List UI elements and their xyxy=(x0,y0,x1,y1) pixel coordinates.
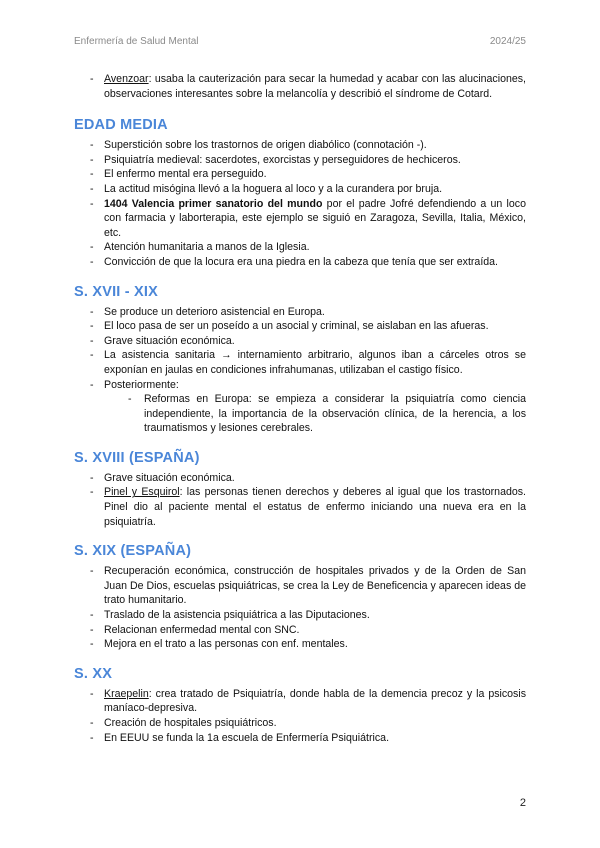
s19-list xyxy=(74,564,526,652)
list-item: - Convicción de que la locura era una piedra en la cabeza que tenía que ser extraída. xyxy=(74,255,526,270)
page-number: 2 xyxy=(519,797,526,809)
section-title-edad-media: EDAD MEDIA xyxy=(74,117,168,134)
list-item: - Traslado de la asistencia psiquiátrica a las Diputaciones. xyxy=(74,608,526,623)
s17-19-list xyxy=(74,305,526,393)
list-item-valencia xyxy=(74,197,526,241)
edad-media-list xyxy=(74,138,526,269)
document-body xyxy=(74,72,526,745)
header-title: Enfermería de Salud Mental xyxy=(74,36,199,47)
s20-list xyxy=(74,687,526,745)
list-item-avenzoar xyxy=(74,72,526,101)
section-title-s20: S. XX xyxy=(74,665,113,682)
section-title-s19: S. XIX (ESPAÑA) xyxy=(74,543,192,560)
pinel-text: : las personas tienen derechos y deberes al igual que los trastornados. Pinel dio al paciente mental el estatus de enfermo iniciando una nueva era en la psiquiatría. xyxy=(104,486,526,528)
list-item: - Se produce un deterioro asistencial en Europa. xyxy=(74,305,526,320)
kraepelin-text: : crea tratado de Psiquiatría, donde habla de la demencia precoz y la psicosis maníaco-depresiva. xyxy=(104,687,526,715)
s18-list xyxy=(74,471,526,529)
list-item: - Grave situación económica. xyxy=(74,334,526,349)
avenzoar-text: : usaba la cauterización para secar la humedad y acabar con las alucinaciones, observaciones interesantes sobre la melancolía y describió el síndrome de Cotard. xyxy=(104,73,526,100)
list-item: - Relacionan enfermedad mental con SNC. xyxy=(74,623,526,638)
list-item: - Atención humanitaria a manos de la Iglesia. xyxy=(74,240,526,255)
list-item: - Posteriormente: xyxy=(74,378,526,393)
sub-list-item: - Reformas en Europa: se empieza a considerar la psiquiatría como ciencia independiente, la importancia de la observación clínica, de la herencia, a los traumatismos y lesiones cerebrales. xyxy=(74,392,526,436)
list-item: - Psiquiatría medieval: sacerdotes, exorcistas y perseguidores de hechiceros. xyxy=(74,153,526,168)
list-item: - Creación de hospitales psiquiátricos. xyxy=(74,716,526,731)
list-item: - Recuperación económica, construcción de hospitales privados y de la Orden de San Juan De Dios, escuelas psiquiátricas, se crea la Ley de Beneficencia y aparecen ideas de trato humanitario. xyxy=(74,564,526,608)
list-item-pinel xyxy=(74,485,526,529)
valencia-text: por el padre Jofré defendiendo a un loco con farmacia y laborterapia, este ejemplo se siguió en Zaragoza, Sevilla, Italia, México, etc. xyxy=(104,197,526,239)
header-year: 2024/25 xyxy=(489,36,526,47)
valencia-bold: 1404 Valencia primer sanatorio del mundo xyxy=(104,197,323,210)
s17-19-sublist xyxy=(74,392,526,436)
list-item: - El loco pasa de ser un poseído a un asocial y criminal, se aislaban en las afueras. xyxy=(74,319,526,334)
list-item: - La actitud misógina llevó a la hoguera al loco y a la curandera por bruja. xyxy=(74,182,526,197)
list-item: - Grave situación económica. xyxy=(74,471,526,486)
avenzoar-name: Avenzoar xyxy=(104,73,149,85)
list-item: - La asistencia sanitaria → internamiento arbitrario, algunos iban a cárceles otros se exponían en jaulas en condiciones infrahumanas, utilizaban el castigo físico. xyxy=(74,348,526,377)
intro-list xyxy=(74,72,526,101)
list-item: - En EEUU se funda la 1a escuela de Enfermería Psiquiátrica. xyxy=(74,731,526,746)
section-title-s18: S. XVIII (ESPAÑA) xyxy=(74,449,200,466)
kraepelin-name: Kraepelin xyxy=(104,687,149,700)
list-item: - Mejora en el trato a las personas con enf. mentales. xyxy=(74,637,526,652)
list-item-kraepelin xyxy=(74,687,526,716)
list-item: - El enfermo mental era perseguido. xyxy=(74,167,526,182)
section-title-s17-19: S. XVII - XIX xyxy=(74,283,158,300)
pinel-name: Pinel y Esquirol xyxy=(104,486,180,499)
list-item: - Superstición sobre los trastornos de origen diabólico (connotación -). xyxy=(74,138,526,153)
